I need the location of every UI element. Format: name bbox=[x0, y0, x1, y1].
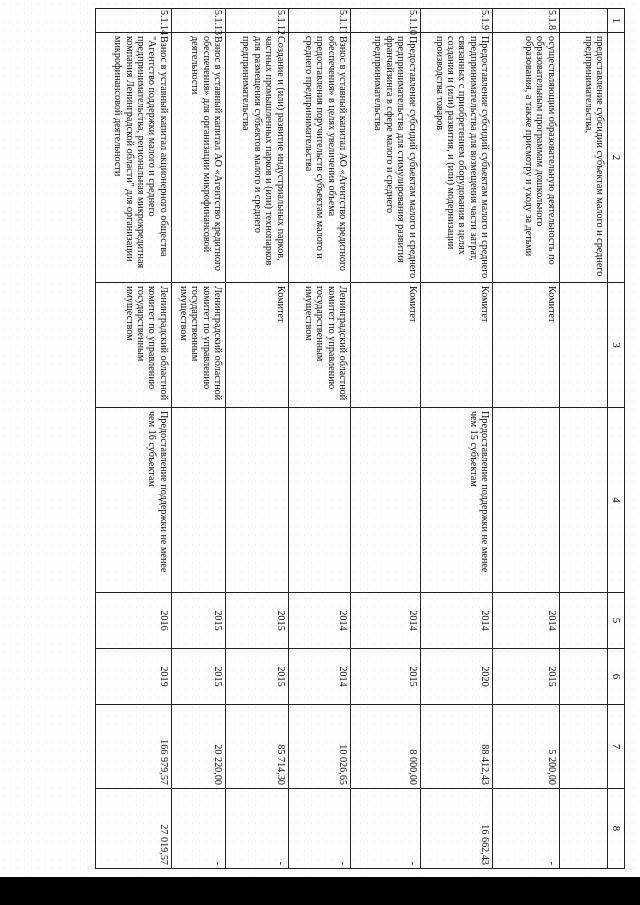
header-cell: 3 bbox=[608, 283, 625, 408]
amount-total: 8 000,00 bbox=[351, 705, 421, 789]
amount-total: 10 026,65 bbox=[288, 705, 350, 789]
amount-regional: - bbox=[351, 789, 421, 869]
row-number: 5.1.12 bbox=[226, 9, 288, 33]
row-number: 5.1.13 bbox=[171, 9, 225, 33]
header-cell: 5 bbox=[608, 593, 625, 649]
start-year bbox=[559, 593, 607, 649]
end-year: 2015 bbox=[493, 649, 560, 705]
executor bbox=[559, 283, 607, 408]
measure-description: Создание и (или) развитие индустриальных парков, частных промышленных парков и (или) технопарков для размещения субъектов малого и среднего предпринимательства bbox=[226, 33, 288, 283]
table-row bbox=[288, 9, 350, 869]
amount-total: 88 412,43 bbox=[420, 705, 493, 789]
amount-total bbox=[559, 705, 607, 789]
amount-total: 5 200,00 bbox=[493, 705, 560, 789]
amount-regional: 16 662,43 bbox=[420, 789, 493, 869]
header-cell: 7 bbox=[608, 705, 625, 789]
executor: Ленинградский областной комитет по управлению государственным имуществом bbox=[96, 283, 172, 408]
expected-result bbox=[559, 408, 607, 593]
header-row bbox=[608, 9, 625, 869]
measure-description: Взнос в уставный капитал АО «Агентство кредитного обеспечения» для организации микрофинансовой деятельности bbox=[171, 33, 225, 283]
expected-result bbox=[493, 408, 560, 593]
row-number: 5.1.9 bbox=[420, 9, 493, 33]
amount-regional: - bbox=[171, 789, 225, 869]
expected-result: Предоставление поддержки не менее чем 15 субъектам bbox=[420, 408, 493, 593]
executor: Ленинградский областной комитет по управлению государственным имуществом bbox=[171, 283, 225, 408]
header-cell: 4 bbox=[608, 408, 625, 593]
end-year: 2014 bbox=[288, 649, 350, 705]
end-year: 2019 bbox=[96, 649, 172, 705]
amount-regional: - bbox=[493, 789, 560, 869]
expected-result bbox=[288, 408, 350, 593]
row-number: 5.1.8 bbox=[493, 9, 560, 33]
expected-result: Предоставление поддержки не менее чем 16 субъектам bbox=[96, 408, 172, 593]
executor: Комитет bbox=[226, 283, 288, 408]
header-cell: 1 bbox=[608, 9, 625, 33]
amount-total: 85 714,30 bbox=[226, 705, 288, 789]
end-year: 2015 bbox=[171, 649, 225, 705]
table-row bbox=[171, 9, 225, 869]
row-number: 5.1.11 bbox=[288, 9, 350, 33]
amount-regional bbox=[559, 789, 607, 869]
program-table bbox=[95, 8, 625, 869]
start-year: 2015 bbox=[226, 593, 288, 649]
executor: Комитет bbox=[420, 283, 493, 408]
header-cell: 8 bbox=[608, 789, 625, 869]
end-year: 2020 bbox=[420, 649, 493, 705]
amount-regional: - bbox=[288, 789, 350, 869]
executor: Комитет bbox=[351, 283, 421, 408]
measure-description: Предоставление субсидий субъектам малого и среднего предпринимательства для возмещения части затрат, связанных с приобретением оборудования в целях создания и (или) развития, и (или) модернизации производства товаров bbox=[420, 33, 493, 283]
rotated-page bbox=[95, 8, 625, 868]
end-year: 2015 bbox=[226, 649, 288, 705]
header-cell: 6 bbox=[608, 649, 625, 705]
amount-total: 20 220,00 bbox=[171, 705, 225, 789]
row-number: 5.1.14 bbox=[96, 9, 172, 33]
amount-regional: - bbox=[226, 789, 288, 869]
start-year: 2014 bbox=[288, 593, 350, 649]
start-year: 2014 bbox=[493, 593, 560, 649]
expected-result bbox=[351, 408, 421, 593]
start-year: 2016 bbox=[96, 593, 172, 649]
executor: Ленинградский областной комитет по управлению государственным имуществом bbox=[288, 283, 350, 408]
header-cell: 2 bbox=[608, 33, 625, 283]
expected-result bbox=[226, 408, 288, 593]
amount-total: 166 979,57 bbox=[96, 705, 172, 789]
measure-description: Предоставление субсидий субъектам малого и среднего предпринимательства для стимулирования развития франчайзинга в сфере малого и среднего предпринимательства bbox=[351, 33, 421, 283]
table-row bbox=[420, 9, 493, 869]
table-row bbox=[493, 9, 560, 869]
end-year: 2015 bbox=[351, 649, 421, 705]
table-row bbox=[559, 9, 607, 869]
start-year: 2014 bbox=[351, 593, 421, 649]
amount-regional: 27 019,57 bbox=[96, 789, 172, 869]
table-row bbox=[226, 9, 288, 869]
executor: Комитет bbox=[493, 283, 560, 408]
measure-description: Взнос в уставный капитал АО «Агентство кредитного обеспечения» в целях увеличения объема предоставления поручительств субъектам малого и среднего предпринимательства bbox=[288, 33, 350, 283]
start-year: 2015 bbox=[171, 593, 225, 649]
start-year: 2014 bbox=[420, 593, 493, 649]
scan-bottom-edge bbox=[0, 877, 640, 905]
row-number bbox=[559, 9, 607, 33]
table-row bbox=[96, 9, 172, 869]
expected-result bbox=[171, 408, 225, 593]
measure-description: осуществляющим образовательную деятельность по образовательным программам дошкольного образования, а также присмотру и уходу за детьми bbox=[493, 33, 560, 283]
measure-description: Взнос в уставный капитал акционерного общества "Агентство поддержки малого и среднего предпринимательства, региональная микрокредитная компания Ленинградской области" для организации микрофинансовой деятельности bbox=[96, 33, 172, 283]
end-year bbox=[559, 649, 607, 705]
table-row bbox=[351, 9, 421, 869]
measure-description: предоставление субсидии субъектам малого и среднего предпринимательства, bbox=[559, 33, 607, 283]
row-number: 5.1.10 bbox=[351, 9, 421, 33]
